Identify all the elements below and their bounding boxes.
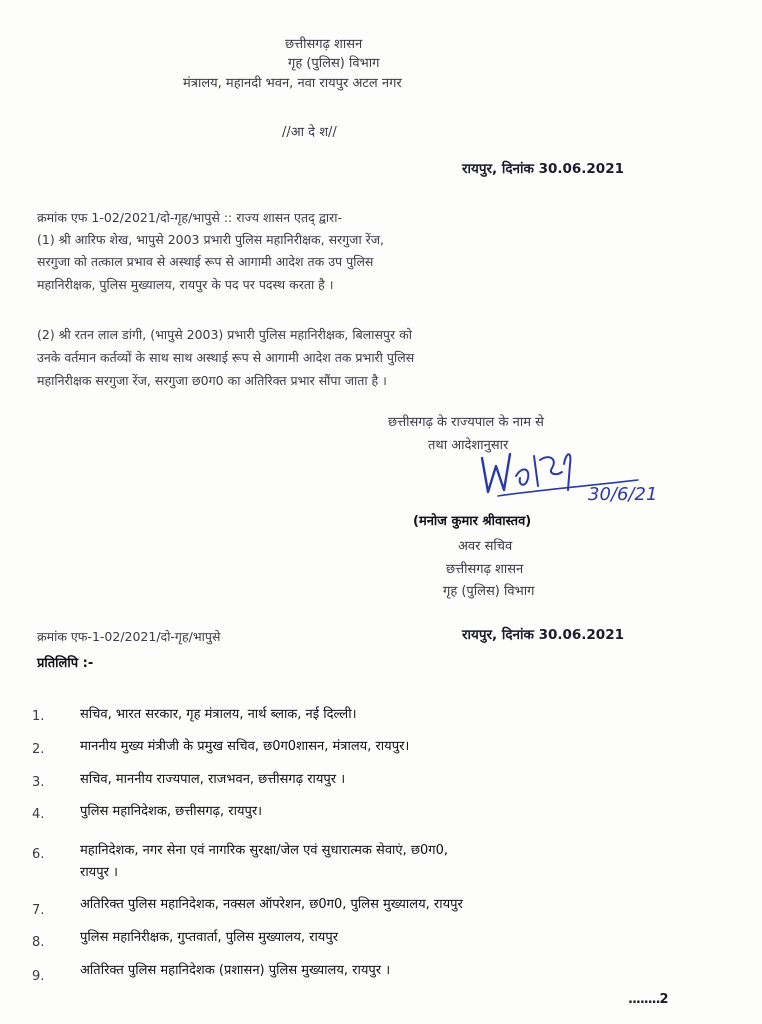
item-number: 7. — [32, 903, 45, 918]
copy-reference: क्रमांक एफ-1-02/2021/दो-गृह/भापुसे — [37, 629, 221, 644]
para2-line2: उनके वर्तमान कर्तव्यों के साथ साथ अस्थाई रूप से आगामी आदेश तक प्रभारी पुलिस — [37, 350, 415, 365]
para1-line2: सरगुजा को तत्काल प्रभाव से अस्थाई रूप से आगामी आदेश तक उप पुलिस — [37, 254, 374, 269]
signature-date-note: 30/6/21 — [588, 484, 658, 505]
signatory-department: गृह (पुलिस) विभाग — [443, 584, 535, 599]
item-text: पुलिस महानिदेशक, छत्तीसगढ़, रायपुर। — [80, 804, 263, 819]
reference-line: क्रमांक एफ 1-02/2021/दो-गृह/भापुसे :: राज्य शासन एतद् द्वारा- — [37, 210, 342, 225]
header-department: गृह (पुलिस) विभाग — [288, 56, 380, 71]
signatory-name: (मनोज कुमार श्रीवास्तव) — [413, 514, 532, 529]
item-number: 4. — [32, 807, 45, 822]
para1-line3: महानिरीक्षक, पुलिस मुख्यालय, रायपुर के पद पर पदस्थ करता है । — [37, 277, 334, 292]
item-number: 1. — [32, 709, 45, 724]
header-address: मंत्रालय, महानदी भवन, नवा रायपुर अटल नगर — [183, 76, 402, 91]
place-date: रायपुर, दिनांक 30.06.2021 — [462, 161, 624, 177]
item-text: पुलिस महानिरीक्षक, गुप्तवार्ता, पुलिस मुख्यालय, रायपुर — [80, 930, 339, 945]
signatory-designation: अवर सचिव — [458, 539, 513, 554]
para1-line1: (1) श्री आरिफ शेख, भापुसे 2003 प्रभारी पुलिस महानिरीक्षक, सरगुजा रेंज, — [37, 232, 385, 247]
copy-place-date: रायपुर, दिनांक 30.06.2021 — [462, 627, 624, 643]
item-text: अतिरिक्त पुलिस महानिदेशक (प्रशासन) पुलिस मुख्यालय, रायपुर । — [80, 963, 391, 978]
item-text: माननीय मुख्य मंत्रीजी के प्रमुख सचिव, छ0ग0शासन, मंत्रालय, रायपुर। — [80, 739, 410, 754]
para2-line3: महानिरीक्षक सरगुजा रेंज, सरगुजा छ0ग0 का अतिरिक्त प्रभार सौंपा जाता है । — [37, 373, 387, 388]
item-number: 8. — [32, 935, 45, 950]
item-text: महानिदेशक, नगर सेना एवं नागरिक सुरक्षा/जेल एवं सुधारात्मक सेवाएं, छ0ग0, — [80, 843, 448, 858]
para2-line1: (2) श्री रतन लाल डांगी, (भापुसे 2003) प्रभारी पुलिस महानिरीक्षक, बिलासपुर को — [37, 327, 412, 342]
authority-line1: छत्तीसगढ़ के राज्यपाल के नाम से — [388, 415, 544, 430]
copy-heading: प्रतिलिपि :- — [37, 656, 94, 671]
item-number: 6. — [32, 847, 45, 862]
authority-line2: तथा आदेशानुसार — [428, 438, 509, 453]
handwritten-signature — [478, 446, 708, 516]
item-text: अतिरिक्त पुलिस महानिदेशक, नक्सल ऑपरेशन, छ0ग0, पुलिस मुख्यालय, रायपुर — [80, 897, 463, 912]
item-text: सचिव, भारत सरकार, गृह मंत्रालय, नार्थ ब्लाक, नई दिल्ली। — [80, 707, 357, 722]
item-text: सचिव, माननीय राज्यपाल, राजभवन, छत्तीसगढ़ रायपुर । — [80, 772, 346, 787]
signatory-government: छत्तीसगढ़ शासन — [446, 562, 524, 577]
item-number: 2. — [32, 742, 45, 757]
item-number: 3. — [32, 775, 45, 790]
page-marker: ........2 — [628, 992, 668, 1007]
header-state: छत्तीसगढ़ शासन — [285, 37, 363, 52]
item-text: रायपुर । — [80, 865, 118, 880]
order-title: //आ दे श// — [282, 125, 337, 140]
item-number: 9. — [32, 969, 45, 984]
